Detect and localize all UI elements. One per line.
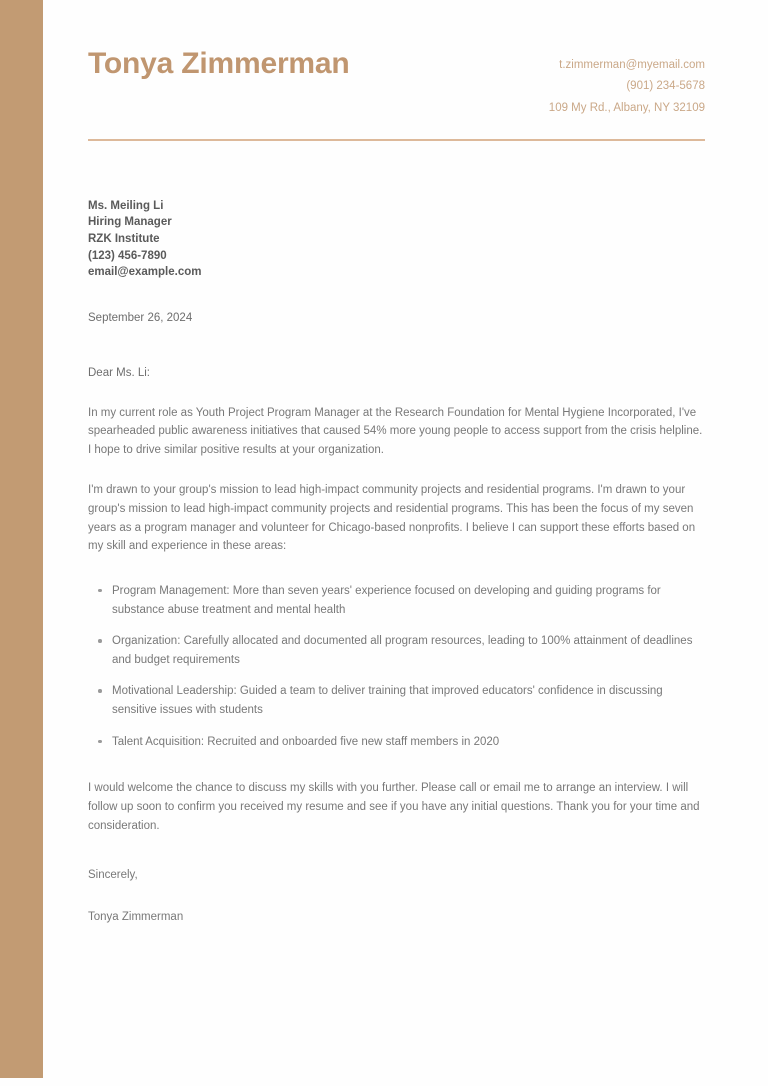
list-item-label: Motivational Leadership: Guided a team to deliver training that improved educators' confidence in discussing sensitive issues with students — [112, 685, 663, 716]
letter-date: September 26, 2024 — [88, 312, 193, 325]
signoff: Sincerely, — [88, 869, 138, 882]
salutation: Dear Ms. Li: — [88, 366, 150, 379]
header-divider — [88, 139, 705, 141]
bullet-dot-icon — [98, 589, 102, 593]
body-paragraph-1: In my current role as Youth Project Program Manager at the Research Foundation for Mental Hygiene Incorporated, I've spearheaded public awareness initiatives that caused 54% more young people to access support from the crisis helpline. I hope to drive similar positive results at your organization. — [88, 406, 703, 456]
body-paragraph-2: I'm drawn to your group's mission to lead high-impact community projects and residential programs. I'm drawn to your group's mission to lead high-impact community projects and residential programs. This has been the focus of my seven years as a program manager and volunteer for Chicago-based nonprofits. I believe I can support these efforts based on my skill and experience in these areas: — [88, 484, 696, 553]
closing-paragraph: I would welcome the chance to discuss my skills with you further. Please call or email me to arrange an interview. I will follow up soon to confirm you received my resume and see if you have any initial questions. Thank you for your time and consideration. — [88, 782, 700, 832]
list-item — [88, 733, 705, 752]
signature-name: Tonya Zimmerman — [88, 910, 184, 923]
accent-sidebar-bar — [0, 0, 43, 1078]
sender-email: t.zimmerman@myemail.com — [559, 59, 705, 71]
recipient-company: RZK Institute — [88, 233, 160, 246]
recipient-title: Hiring Manager — [88, 216, 172, 229]
list-item-label: Program Management: More than seven years' experience focused on developing and guiding programs for substance abuse treatment and mental health — [112, 584, 661, 616]
list-item — [88, 582, 705, 619]
sender-address: 109 My Rd., Albany, NY 32109 — [548, 101, 705, 114]
list-item-label: Organization: Carefully allocated and documented all program resources, leading to 100% attainment of deadlines and budget requirements — [112, 635, 693, 666]
highlights-list — [88, 582, 705, 751]
list-item — [88, 632, 705, 669]
letter-content — [88, 0, 705, 1086]
list-item-label: Talent Acquisition: Recruited and onboarded five new staff members in 2020 — [112, 735, 500, 748]
page-title: Tonya Zimmerman — [88, 47, 350, 80]
recipient-block — [88, 198, 705, 281]
sender-phone: (901) 234-5678 — [626, 80, 705, 93]
bullet-dot-icon — [98, 639, 102, 643]
recipient-phone: (123) 456-7890 — [88, 249, 167, 262]
list-item — [88, 682, 705, 719]
bullet-dot-icon — [98, 740, 102, 744]
recipient-name: Ms. Meiling Li — [88, 199, 164, 212]
bullet-dot-icon — [98, 689, 102, 693]
recipient-email: email@example.com — [88, 266, 202, 279]
letter-header — [88, 0, 705, 119]
sender-contact-block — [549, 47, 705, 119]
